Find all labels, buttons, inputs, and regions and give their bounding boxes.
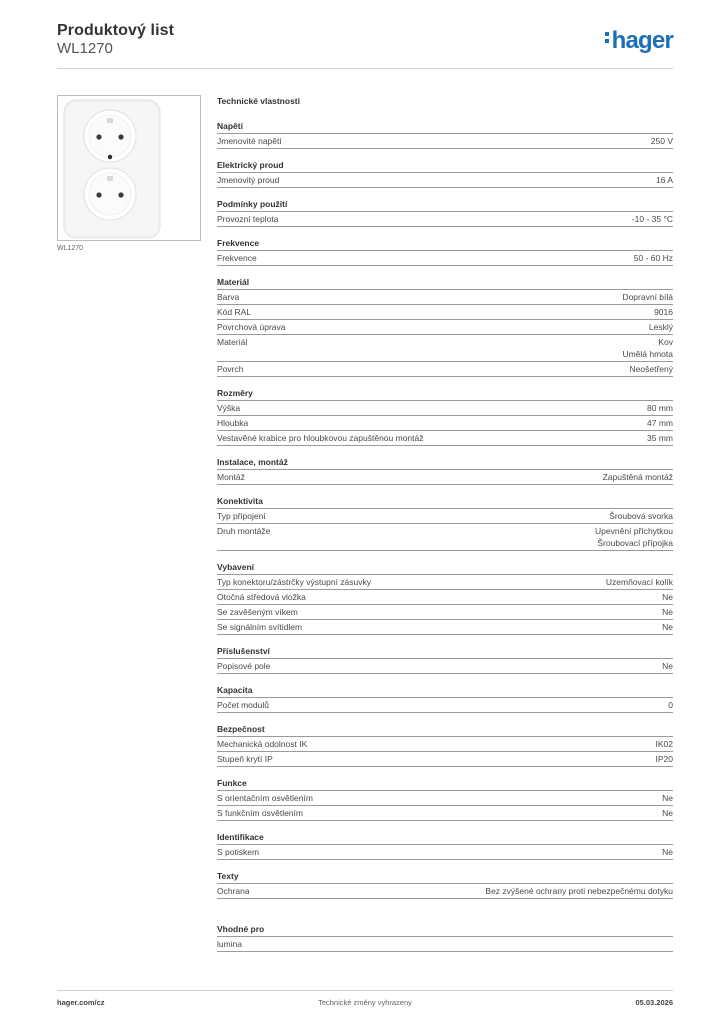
spec-value — [662, 606, 673, 618]
spec-group-heading: Bezpečnost — [217, 723, 673, 737]
spec-row — [217, 575, 673, 590]
spec-value-line: 50 - 60 Hz — [633, 253, 673, 263]
spec-value — [662, 807, 673, 819]
spec-value — [662, 591, 673, 603]
spec-label: lumina — [217, 939, 243, 949]
spec-value-line: Uzemňovací kolík — [605, 577, 673, 587]
spec-label: Druh montáže — [217, 526, 271, 536]
spec-value — [647, 417, 673, 429]
spec-value-line: 80 mm — [647, 403, 673, 413]
spec-row — [217, 659, 673, 674]
spec-row — [217, 320, 673, 335]
spec-value — [649, 321, 673, 333]
spec-group — [217, 159, 673, 188]
spec-label: Počet modulů — [217, 700, 269, 710]
spec-value-line: Lesklý — [648, 322, 673, 332]
spec-value — [662, 792, 673, 804]
spec-label: Se signálním svítidlem — [217, 622, 303, 632]
spec-value-line: Ne — [662, 793, 673, 803]
spec-label: Jmenovité napětí — [217, 136, 282, 146]
spec-label: Provozní teplota — [217, 214, 279, 224]
spec-value-line: 35 mm — [647, 433, 673, 443]
spec-row — [217, 509, 673, 524]
spec-row — [217, 806, 673, 821]
spec-value — [662, 621, 673, 633]
spec-value-line: IP20 — [655, 754, 673, 764]
spec-value-line: Ne — [662, 661, 673, 671]
spec-row — [217, 737, 673, 752]
spec-row — [217, 173, 673, 188]
spec-group-heading: Funkce — [217, 777, 673, 791]
spec-label: Stupeň krytí IP — [217, 754, 273, 764]
spec-row — [217, 620, 673, 635]
spec-row — [217, 362, 673, 377]
spec-value-line: -10 - 35 °C — [631, 214, 673, 224]
spec-group-heading: Podmínky použití — [217, 198, 673, 212]
spec-label: Hloubka — [217, 418, 249, 428]
header-divider — [57, 68, 673, 69]
footer-website-link[interactable]: hager.com/cz — [57, 998, 105, 1007]
spec-value-line: 16 A — [655, 175, 673, 185]
product-code: WL1270 — [57, 40, 113, 57]
spec-value-line: 250 V — [650, 136, 673, 146]
spec-label: Typ připojení — [217, 511, 266, 521]
page-header — [57, 20, 673, 70]
spec-value-line: Ne — [662, 622, 673, 632]
spec-value — [622, 291, 673, 303]
spec-group — [217, 387, 673, 446]
product-image — [57, 95, 201, 241]
spec-groups — [217, 120, 673, 952]
spec-value — [634, 252, 673, 264]
spec-value — [656, 753, 674, 765]
spec-value — [668, 699, 673, 711]
spec-row — [217, 845, 673, 860]
spec-row — [217, 524, 673, 551]
spec-row — [217, 470, 673, 485]
spec-label: Povrchová úprava — [217, 322, 286, 332]
double-socket-image — [58, 96, 200, 240]
spec-value-line: Šroubová svorka — [609, 511, 673, 521]
spec-value — [609, 510, 673, 522]
page-title: Produktový list — [57, 22, 175, 39]
spec-group-heading: Konektivita — [217, 495, 673, 509]
spec-row — [217, 251, 673, 266]
spec-label: S potiskem — [217, 847, 260, 857]
spec-value-line: Ne — [662, 847, 673, 857]
spec-row — [217, 401, 673, 416]
spec-row — [217, 698, 673, 713]
spec-value — [606, 576, 673, 588]
spec-value-line: Kov — [658, 337, 673, 347]
spec-value-line: 9016 — [654, 307, 673, 317]
spec-row — [217, 752, 673, 767]
spec-label: Montáž — [217, 472, 245, 482]
spec-group — [217, 923, 673, 952]
spec-value-line: 0 — [668, 700, 673, 710]
spec-group-heading: Příslušenství — [217, 645, 673, 659]
spec-group-heading: Kapacita — [217, 684, 673, 698]
spec-row — [217, 590, 673, 605]
spec-group — [217, 237, 673, 266]
spec-row — [217, 335, 673, 362]
spec-value — [595, 525, 673, 549]
spec-group-heading: Frekvence — [217, 237, 673, 251]
spec-value — [622, 336, 673, 360]
spec-group — [217, 198, 673, 227]
spec-value-line: Dopravní bílá — [622, 292, 673, 302]
spec-label: Vestavěné krabice pro hloubkovou zapuštěnou montáž — [217, 433, 424, 443]
spec-label: Materiál — [217, 337, 248, 347]
spec-group-heading: Rozměry — [217, 387, 673, 401]
spec-row — [217, 305, 673, 320]
spec-value — [647, 432, 673, 444]
spec-group-heading: Instalace, montáž — [217, 456, 673, 470]
spec-group — [217, 684, 673, 713]
spec-group-heading: Elektrický proud — [217, 159, 673, 173]
spec-value — [630, 363, 673, 375]
spec-group — [217, 120, 673, 149]
spec-value — [651, 135, 673, 147]
spec-row — [217, 937, 673, 952]
spec-label: Jmenovitý proud — [217, 175, 280, 185]
spec-label: Otočná středová vložka — [217, 592, 306, 602]
spec-group-heading: Napětí — [217, 120, 673, 134]
spec-row — [217, 431, 673, 446]
spec-label: S funkčním osvětlením — [217, 808, 303, 818]
spec-group — [217, 561, 673, 635]
brand-logo[interactable] — [605, 28, 673, 54]
footer-divider — [57, 990, 673, 991]
spec-label: Mechanická odolnost IK — [217, 739, 308, 749]
spec-value — [603, 471, 673, 483]
spec-group — [217, 777, 673, 821]
footer-date: 05.03.2026 — [635, 998, 673, 1007]
specs-title: Technické vlastnosti — [217, 96, 300, 106]
brand-name: hager — [611, 27, 673, 54]
spec-row — [217, 884, 673, 899]
spec-label: Ochrana — [217, 886, 250, 896]
spec-value-line: Ne — [662, 607, 673, 617]
spec-group — [217, 831, 673, 860]
spec-row — [217, 212, 673, 227]
spec-value-line: IK02 — [655, 739, 673, 749]
spec-group-heading: Texty — [217, 870, 673, 884]
logo-mark-icon — [605, 29, 610, 46]
spec-row — [217, 290, 673, 305]
spec-row — [217, 134, 673, 149]
spec-value-line: Umělá hmota — [622, 349, 673, 359]
spec-label: Povrch — [217, 364, 244, 374]
spec-value — [485, 885, 673, 897]
product-image-caption: WL1270 — [57, 245, 84, 252]
spec-value — [632, 213, 673, 225]
spec-label: Popisové pole — [217, 661, 271, 671]
spec-value — [662, 660, 673, 672]
footer-disclaimer: Technické změny vyhrazeny — [318, 998, 412, 1007]
spec-group — [217, 723, 673, 767]
spec-value-line: Upevnění příchytkou — [595, 526, 673, 536]
spec-group-heading: Vybavení — [217, 561, 673, 575]
spec-row — [217, 605, 673, 620]
spec-label: Typ konektoru/zástrčky výstupní zásuvky — [217, 577, 372, 587]
spec-row — [217, 791, 673, 806]
spec-group — [217, 276, 673, 377]
spec-label: Kód RAL — [217, 307, 252, 317]
spec-group-heading: Materiál — [217, 276, 673, 290]
spec-group-heading: Identifikace — [217, 831, 673, 845]
spec-value — [654, 306, 673, 318]
spec-group — [217, 495, 673, 551]
spec-label: S orientačním osvětlením — [217, 793, 313, 803]
spec-row — [217, 416, 673, 431]
technical-specs — [217, 96, 673, 952]
spec-value-line: 47 mm — [647, 418, 673, 428]
spec-value-line: Ne — [662, 808, 673, 818]
spec-value-line: Neošetřený — [629, 364, 673, 374]
spec-group — [217, 456, 673, 485]
spec-value-line: Ne — [662, 592, 673, 602]
spec-value — [656, 738, 674, 750]
spec-value — [656, 174, 673, 186]
spec-group — [217, 645, 673, 674]
spec-value — [647, 402, 673, 414]
spec-label: Frekvence — [217, 253, 257, 263]
spec-value-line: Bez zvýšené ochrany proti nebezpečnému dotyku — [485, 886, 673, 896]
spec-label: Výška — [217, 403, 241, 413]
spec-label: Barva — [217, 292, 240, 302]
spec-value — [662, 846, 673, 858]
spec-group-heading: Vhodné pro — [217, 923, 673, 937]
spec-value-line: Zapuštěná montáž — [602, 472, 673, 482]
spec-value-line: Šroubovací přípojka — [597, 538, 673, 548]
spec-group — [217, 870, 673, 899]
spec-label: Se zavěšeným víkem — [217, 607, 298, 617]
